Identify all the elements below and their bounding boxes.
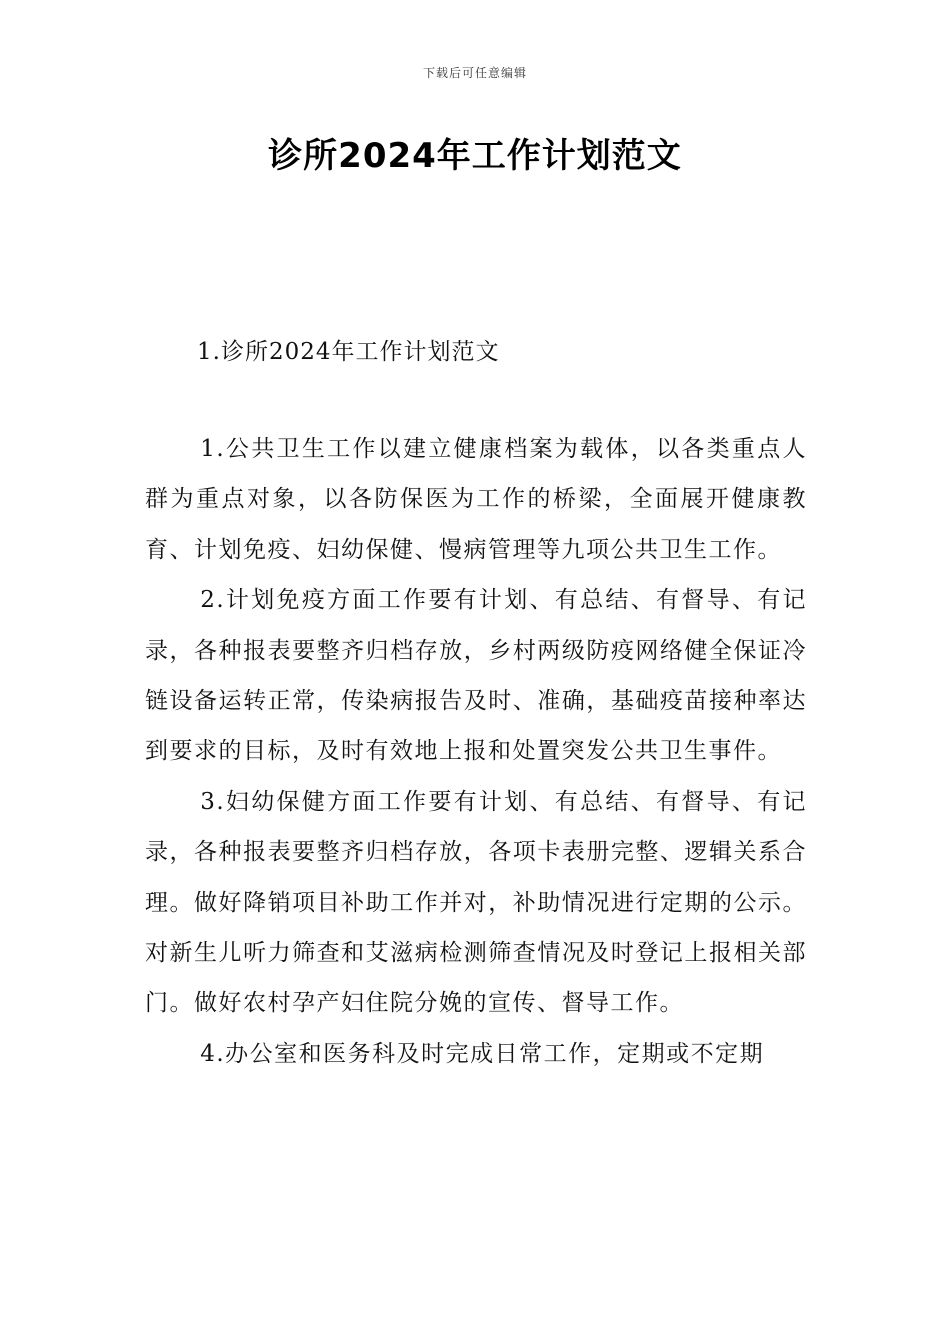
paragraph-4: 4.办公室和医务科及时完成日常工作，定期或不定期: [200, 1040, 765, 1067]
section-heading: 1.诊所2024年工作计划范文: [197, 339, 500, 365]
document-title: 诊所2024年工作计划范文: [268, 136, 682, 176]
header-note: 下载后可任意编辑: [422, 66, 527, 80]
paragraph-2: 2.计划免疫方面工作要有计划、有总结、有督导、有记录，各种报表要整齐归档存放，乡村两级防疫网络健全保证冷链设备运转正常，传染病报告及时、准确，基础疫苗接种率达到要求的目标，及时有效地上报和处置突发公共卫生事件。: [145, 587, 807, 765]
document-body: [145, 424, 807, 1079]
paragraph-1: 1.公共卫生工作以建立健康档案为载体，以各类重点人群为重点对象，以各防保医为工作的桥梁，全面展开健康教育、计划免疫、妇幼保健、慢病管理等九项公共卫生工作。: [145, 436, 807, 563]
paragraph-3: 3.妇幼保健方面工作要有计划、有总结、有督导、有记录，各种报表要整齐归档存放，各项卡表册完整、逻辑关系合理。做好降销项目补助工作并对，补助情况进行定期的公示。对新生儿听力筛查和艾滋病检测筛查情况及时登记上报相关部门。做好农村孕产妇住院分娩的宣传、督导工作。: [145, 788, 807, 1017]
